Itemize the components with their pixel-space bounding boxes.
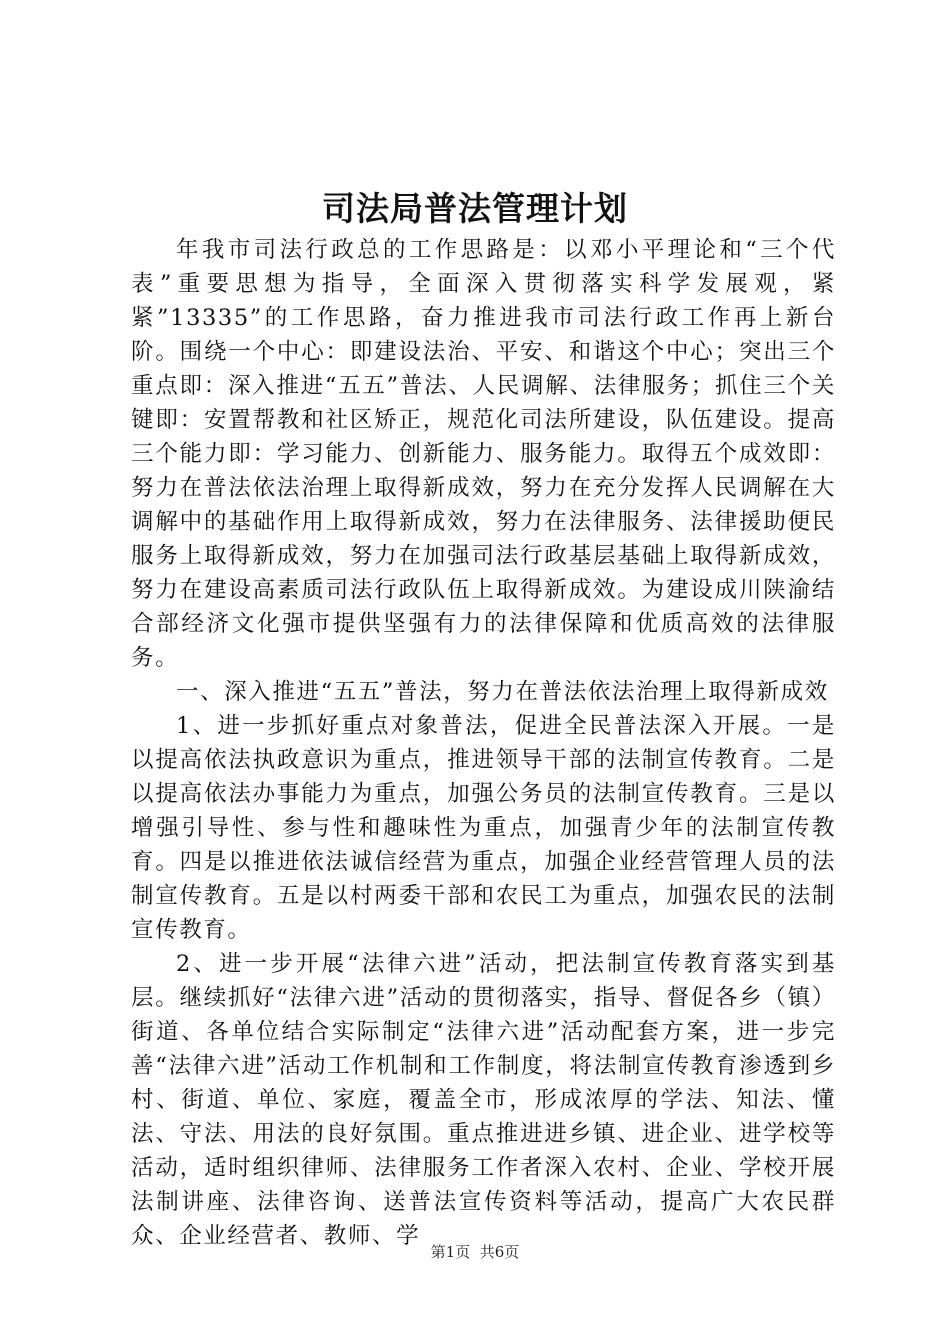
document-body [131, 233, 836, 1253]
section-heading-1: 一、深入推进“五五”普法，努力在普法依法治理上取得新成效 [176, 679, 829, 705]
paragraph-item-1: 1、进一步抓好重点对象普法，促进全民普法深入开展。一是以提高依法执政意识为重点，推进领导干部的法制宣传教育。二是以提高依法办事能力为重点，加强公务员的法制宣传教育。三是以增强引导性、参与性和趣味性为重点，加强青少年的法制宣传教育。四是以推进依法诚信经营为重点，加强企业经营管理人员的法制宣传教育。五是以村两委干部和农民工为重点，加强农民的法制宣传教育。 [131, 713, 836, 943]
page-footer [0, 1240, 950, 1264]
paragraph-intro: 年我市司法行政总的工作思路是：以邓小平理论和“三个代表”重要思想为指导，全面深入贯彻落实科学发展观，紧紧”13335”的工作思路，奋力推进我市司法行政工作再上新台阶。围绕一个中心：即建设法治、平安、和谐这个中心；突出三个重点即：深入推进“五五”普法、人民调解、法律服务；抓住三个关键即：安置帮教和社区矫正，规范化司法所建设，队伍建设。提高三个能力即：学习能力、创新能力、服务能力。取得五个成效即：努力在普法依法治理上取得新成效，努力在充分发挥人民调解在大调解中的基础作用上取得新成效，努力在法律服务、法律援助便民服务上取得新成效，努力在加强司法行政基层基础上取得新成效，努力在建设高素质司法行政队伍上取得新成效。为建设成川陕渝结合部经济文化强市提供坚强有力的法律保障和优质高效的法律服务。 [131, 237, 836, 671]
document-title: 司法局普法管理计划 [322, 189, 628, 228]
page-total: 共6页 [479, 1243, 520, 1261]
paragraph-item-2: 2、进一步开展“法律六进”活动，把法制宣传教育落实到基层。继续抓好“法律六进”活动的贯彻落实，指导、督促各乡（镇）街道、各单位结合实际制定“法律六进”活动配套方案，进一步完善“法律六进”活动工作机制和工作制度，将法制宣传教育渗透到乡村、街道、单位、家庭，覆盖全市，形成浓厚的学法、知法、懂法、守法、用法的良好氛围。重点推进进乡镇、进企业、进学校等活动，适时组织律师、法律服务工作者深入农村、企业、学校开展法制讲座、法律咨询、送普法宣传资料等活动，提高广大农民群众、企业经营者、教师、学 [131, 951, 836, 1249]
page-number: 第1页 [430, 1243, 471, 1261]
